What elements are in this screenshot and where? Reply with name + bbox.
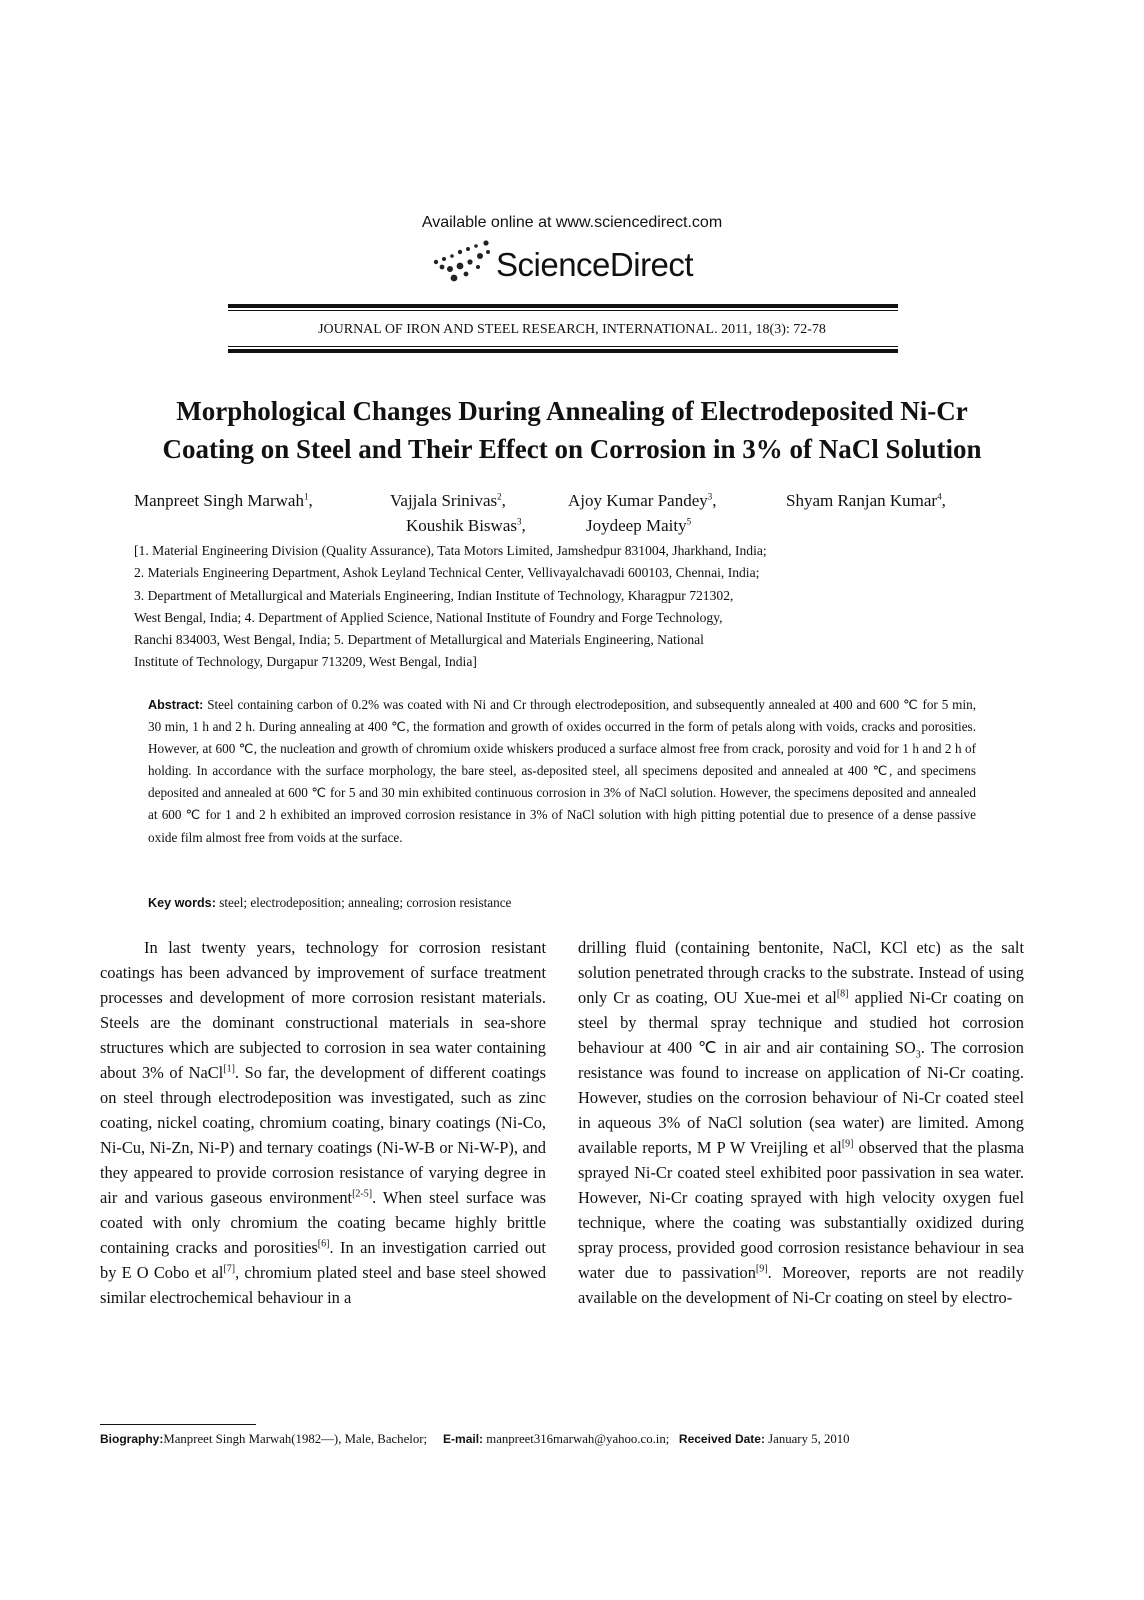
sciencedirect-dots-icon <box>430 240 494 286</box>
citation-ref[interactable]: [1] <box>223 1063 235 1075</box>
author: Manpreet Singh Marwah$^1$, <box>134 491 313 510</box>
author: Koushik Biswas$^3$, <box>406 516 526 535</box>
citation-ref[interactable]: [9] <box>841 1138 854 1150</box>
available-online-text: Available online at www.sciencedirect.com <box>421 214 723 231</box>
footnote-rule <box>100 1424 256 1425</box>
citation-ref[interactable]: [7] <box>223 1263 236 1275</box>
sciencedirect-logo <box>430 238 730 288</box>
received-date-text: January 5, 2010 <box>768 1432 850 1446</box>
citation-ref[interactable]: [8] <box>836 988 849 1000</box>
received-date-label: Received Date: <box>678 1432 765 1446</box>
keywords <box>148 892 976 914</box>
footnote <box>100 1432 1030 1447</box>
abstract-label: Abstract: <box>148 698 204 712</box>
header-rule-top <box>228 304 898 308</box>
header-rule-bottom <box>228 349 898 353</box>
citation-ref[interactable]: [6] <box>317 1238 330 1250</box>
body-column-right: drilling fluid (containing bentonite, NaCl, KCl etc) as the salt solution penetrated through cracks to the substrate. Instead of using only Cr as coating, OU Xue-mei et al[8] applied Ni-Cr coating on steel by thermal spray technique and studied hot corrosion behaviour at 400 ℃ in air and air containing $SO_3$. The corrosion resistance was found to increase on application of Ni-Cr coating. However, studies on the corrosion behaviour of Ni-Cr coated steel in aqueous 3% of NaCl solution (sea water) are limited. Among available reports, M P W Vreijling et al[9] observed that the plasma sprayed Ni-Cr coated steel exhibited poor passivation in sea water. However, Ni-Cr coating sprayed with high velocity oxygen fuel technique, where the coating was substantially oxidized during spray process, provided good corrosion resistance behaviour in sea water due to passivation[9]. Moreover, reports are not readily available on the development of Ni-Cr coating on steel by electro- <box>578 938 1024 1307</box>
keywords-label: Key words: <box>148 896 216 910</box>
paper-title <box>60 392 1084 468</box>
journal-citation: JOURNAL OF IRON AND STEEL RESEARCH, INTERNATIONAL. 2011, 18(3): 72-78 <box>318 322 826 337</box>
citation-ref[interactable]: [9] <box>755 1263 768 1275</box>
affiliations: [1. Material Engineering Division (Quality Assurance), Tata Motors Limited, Jamshedpur 831004, Jharkhand, India; 2. Materials Engineering Department, Ashok Leyland Technical Center, Vellivayalchavadi 600103, Chennai, India; 3. Department of Metallurgical and Materials Engineering, Indian Institute of Technology, Kharagpur 721302, West Bengal, India; 4. Department of Applied Science, National Institute of Foundry and Forge Technology, Ranchi 834003, West Bengal, India; 5. Department of Metallurgical and Materials Engineering, National Institute of Technology, Durgapur 713209, West Bengal, India] <box>134 543 767 670</box>
author: Shyam Ranjan Kumar$^4$, <box>786 491 946 510</box>
header-rule-top-thin <box>228 310 898 311</box>
keywords-text: steel; electrodeposition; annealing; corrosion resistance <box>219 895 512 910</box>
abstract <box>148 694 976 849</box>
header-rule-bottom-thin <box>228 346 898 347</box>
author-list <box>134 488 1034 538</box>
biography-text: Manpreet Singh Marwah(1982—), Male, Bachelor; <box>163 1432 428 1446</box>
title-line-2: Coating on Steel and Their Effect on Corrosion in 3% of NaCl Solution <box>162 434 982 464</box>
author: Ajoy Kumar Pandey$^3$, <box>568 491 717 510</box>
title-line-1: Morphological Changes During Annealing of Electrodeposited Ni-Cr <box>176 396 968 426</box>
sciencedirect-wordmark: ScienceDirect <box>496 246 694 283</box>
citation-ref[interactable]: [2-5] <box>352 1188 373 1200</box>
biography-label: Biography: <box>100 1432 164 1446</box>
email-text[interactable]: manpreet316marwah@yahoo.co.in; <box>486 1432 670 1446</box>
abstract-text: Steel containing carbon of 0.2% was coated with Ni and Cr through electrodeposition, and subsequently annealed at 400 and 600 ℃ for 5 min, 30 min, 1 h and 2 h. During annealing at 400 ℃, the formation and growth of oxides occurred in the form of petals along with voids, cracks and porosities. However, at 600 ℃, the nucleation and growth of chromium oxide whiskers produced a surface almost free from crack, porosity and void for 1 h and 2 h of holding. In accordance with the surface morphology, the bare steel, as-deposited steel, all specimens deposited and annealed at 400 ℃, and specimens deposited and annealed at 600 ℃ for 5 and 30 min exhibited continuous corrosion in 3% of NaCl solution. However, the specimens deposited and annealed at 600 ℃ for 1 and 2 h exhibited an improved corrosion resistance in 3% of NaCl solution with high pitting potential due to presence of a dense passive oxide film almost free from voids at the surface. <box>148 697 976 845</box>
email-label: E-mail: <box>443 1432 484 1446</box>
author: Joydeep Maity$^5$ <box>586 516 692 535</box>
body-column-left: In last twenty years, technology for corrosion resistant coatings has been advanced by improvement of surface treatment processes and development of more corrosion resistant materials. Steels are the dominant constructional materials in sea-shore structures which are subjected to corrosion in sea water containing about 3% of NaCl[1]. So far, the development of different coatings on steel through electrodeposition was investigated, such as zinc coating, nickel coating, chromium coating, binary coatings (Ni-Co, Ni-Cu, Ni-Zn, Ni-P) and ternary coatings (Ni-W-B or Ni-W-P), and they appeared to provide corrosion resistance of varying degree in air and various gaseous environment[2-5]. When steel surface was coated with only chromium the coating became highly brittle containing cracks and porosities[6]. In an investigation carried out by E O Cobo et al[7], chromium plated steel and base steel showed similar electrochemical behaviour in a <box>100 938 547 1307</box>
author: Vajjala Srinivas$^2$, <box>390 491 506 510</box>
